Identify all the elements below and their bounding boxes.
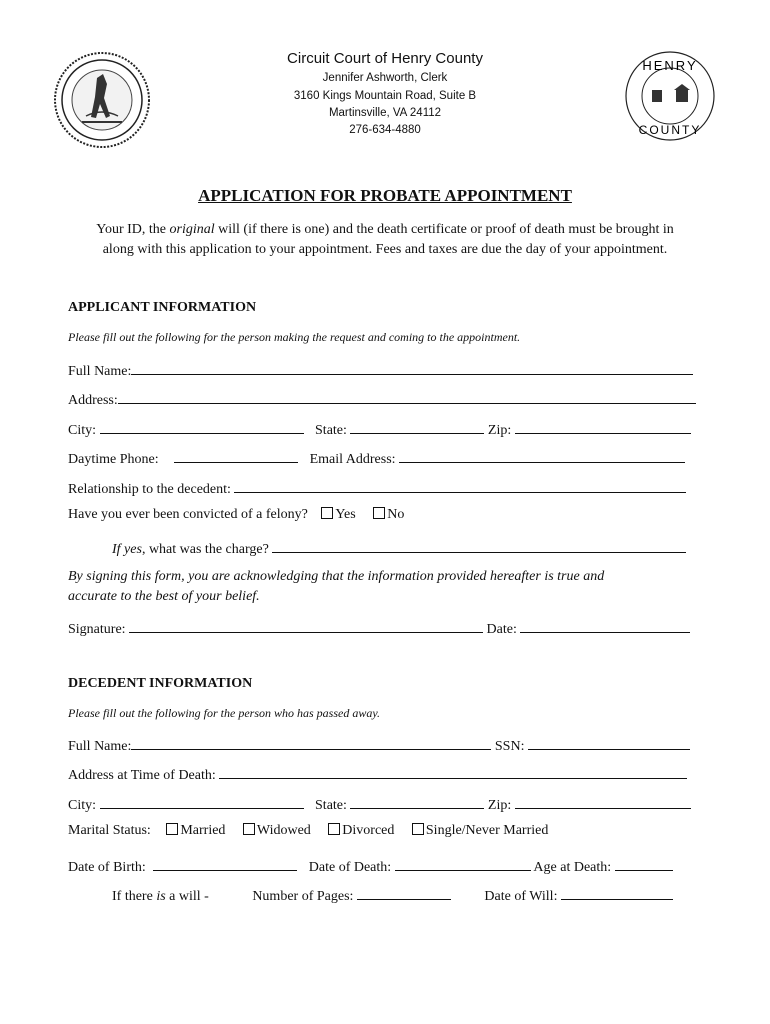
court-name: Circuit Court of Henry County [287,50,483,67]
decedent-address-field[interactable] [219,764,687,779]
acknowledge-line-1: By signing this form, you are acknowledging that the information provided hereafter is true and [68,569,605,584]
applicant-heading: APPLICANT INFORMATION [68,300,257,315]
decedent-city-field[interactable] [100,794,304,809]
marital-single[interactable]: Single/Never Married [412,823,548,838]
intro-line-1: Your ID, the original will (if there is one) and the death certificate or proof of death must be brought in [96,222,674,237]
decedent-zip-field[interactable] [515,794,691,809]
checkbox-icon [412,823,424,835]
signature-field[interactable] [129,618,483,633]
acknowledge-line-2: accurate to the best of your belief. [68,589,260,604]
decedent-name-field[interactable] [131,735,491,750]
intro-line-2: along with this application to your appointment. Fees and taxes are due the day of your appointment. [102,242,668,257]
decedent-ssn-field[interactable] [528,735,690,750]
decedent-address-row: Address at Time of Death: [68,764,687,784]
decedent-note: Please fill out the following for the person who has passed away. [68,706,380,720]
dates-row: Date of Birth: Date of Death: Age at Death: [68,856,673,876]
signature-date-field[interactable] [520,618,690,633]
decedent-state-field[interactable] [350,794,484,809]
relationship-field[interactable] [234,478,686,493]
dod-field[interactable] [395,856,531,871]
applicant-city-field[interactable] [100,419,304,434]
relationship-row: Relationship to the decedent: [68,478,686,498]
clerk-name: Jennifer Ashworth, Clerk [322,72,448,84]
checkbox-icon [243,823,255,835]
marital-married[interactable]: Married [166,823,225,838]
checkbox-icon [328,823,340,835]
will-row: If there is a will - Number of Pages: Date of Will: [112,885,673,905]
decedent-name-row: Full Name: SSN: [68,735,690,755]
checkbox-icon [373,507,385,519]
dob-field[interactable] [153,856,297,871]
court-address: 3160 Kings Mountain Road, Suite B [293,90,477,102]
checkbox-icon [166,823,178,835]
marital-widowed[interactable]: Widowed [243,823,311,838]
marital-divorced[interactable]: Divorced [328,823,394,838]
applicant-email-field[interactable] [399,448,685,463]
marital-row: Marital Status: Married Widowed Divorced Single/Never Married [68,823,549,838]
felony-yes[interactable]: Yes [321,507,355,522]
checkbox-icon [321,507,333,519]
applicant-address-row: Address: [68,389,696,409]
applicant-city-row: City: State: Zip: [68,419,691,439]
applicant-zip-field[interactable] [515,419,691,434]
court-phone: 276-634-4880 [349,124,421,136]
page-title: APPLICATION FOR PROBATE APPOINTMENT [198,186,572,205]
charge-field[interactable] [272,538,686,553]
applicant-address-field[interactable] [118,389,696,404]
applicant-note: Please fill out the following for the person making the request and coming to the appointment. [68,330,521,344]
applicant-name-row: Full Name: [68,360,693,380]
applicant-phone-field[interactable] [174,448,298,463]
applicant-phone-row: Daytime Phone: Email Address: [68,448,685,468]
will-pages-field[interactable] [357,885,451,900]
signature-row: Signature: Date: [68,618,690,638]
applicant-name-field[interactable] [131,360,693,375]
will-date-field[interactable] [561,885,673,900]
charge-row: If yes, what was the charge? [112,538,686,558]
felony-row: Have you ever been convicted of a felony? Yes No [68,507,405,522]
court-city: Martinsville, VA 24112 [328,107,442,119]
applicant-state-field[interactable] [350,419,484,434]
seal-top-text: HENRY [642,58,698,73]
seal-bottom-text: COUNTY [638,123,702,137]
decedent-heading: DECEDENT INFORMATION [68,676,253,691]
age-field[interactable] [615,856,673,871]
felony-no[interactable]: No [373,507,404,522]
decedent-city-row: City: State: Zip: [68,794,691,814]
